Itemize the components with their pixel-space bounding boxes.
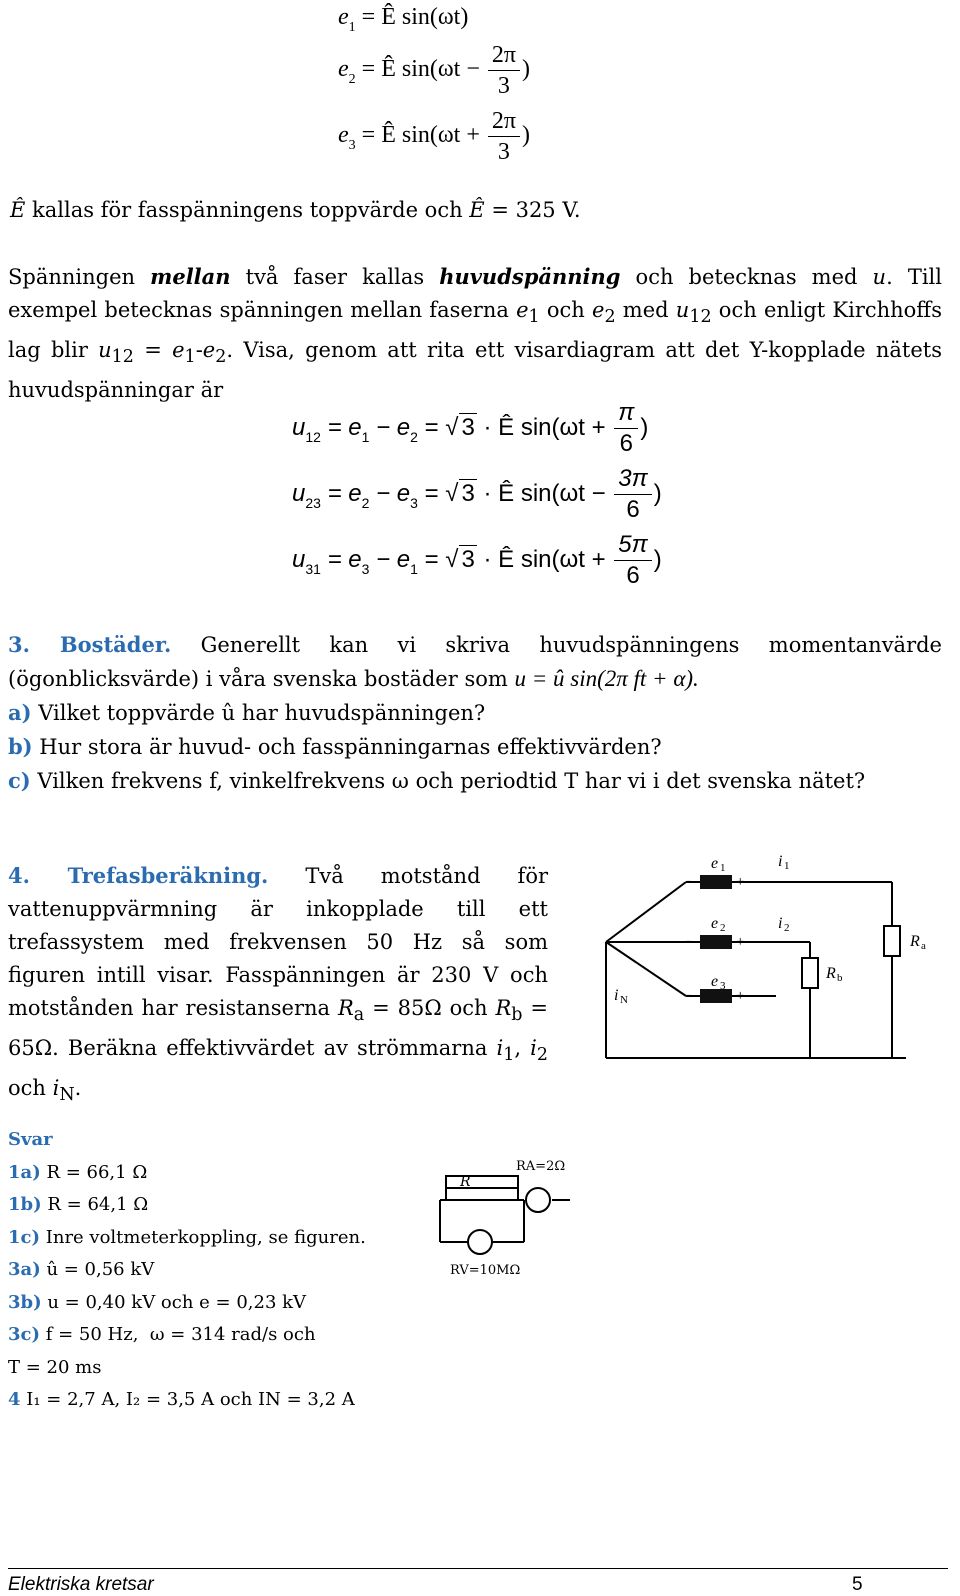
eq-symbol: e [338,56,349,83]
subquestion-text: Vilket toppvärde û har huvudspänningen? [31,701,486,725]
symbol: R [337,996,354,1020]
voltmeter-connection-figure [430,1152,590,1282]
subscript: a [353,1005,365,1026]
text: och betecknas med [620,265,873,289]
equation-u12: $u_{12} = e_1 - e_2$ = √ 3 · Ê sin(ωt + $\frac{\pi}{6}$ ) [292,399,649,457]
plus-sign: + [736,874,745,890]
label-e2: e [711,915,719,932]
label-i2: i [778,915,783,932]
question-title: 3. Bostäder. [8,632,172,657]
question-text: Två motstånd för vattenuppvärmning är inkopplade till ett trefassystem med frekvensen 50 Hz så som figuren intill visar. Fasspänningen är 230 V och motstånden har resistanserna [8,864,548,1020]
answer-text: f = 50 Hz, ω = 314 rad/s och [40,1324,316,1345]
answer-label: 1c) [8,1226,41,1248]
eq-symbol: u [292,479,306,507]
minus-sign: - [686,987,691,1003]
label-iN: i [614,987,619,1004]
eq-fraction [614,464,651,525]
answer-label: 3c) [8,1324,41,1345]
minus-sign: - [686,873,691,889]
eq-fraction [614,398,638,459]
answer-text: Inre voltmeterkoppling, se figuren. [40,1226,366,1248]
text: två faser kallas [230,265,440,289]
eq-sub: 23 [305,494,321,511]
voltage-source-e1 [700,875,732,889]
eq-close: ) [653,479,662,507]
eq-term: = [424,479,446,507]
symbol: e [172,338,185,363]
answer-label: 1a) [8,1161,41,1183]
answer-text: û = 0,56 kV [40,1259,155,1280]
footer-rule [8,1568,948,1569]
text: med [615,298,676,322]
answers-section [8,1124,458,1417]
equation-u23: $u_{23} = e_2 - e_3$ = √ 3 · Ê sin(ωt − $\frac{3\pi}{6}$ ) [292,465,662,523]
eq-sub: 2 [361,494,370,511]
question-text: = 85Ω och [364,996,496,1020]
eq-fraction [614,530,651,591]
text: Spänningen [8,265,151,289]
label-ra: RA=2Ω [516,1159,566,1174]
peak-symbol-2: Ê [469,198,485,222]
eq-symbol: u [292,413,306,441]
eq-sub: 2 [348,72,356,88]
formula: u = û sin(2π ft + α). [514,666,699,691]
footer-title: Elektriska kretsar [8,1574,154,1595]
eq-sub: 2 [410,428,418,445]
sub: N [620,994,628,1006]
text: . Visa, genom att rita ett visardiagram att det Y-kopplade nätets huvudspänningar är [8,338,942,403]
voltage-source-e3 [700,989,732,1003]
subquestion-label: a) [8,700,32,725]
subscript: 2 [215,347,227,368]
eq-sub: 31 [305,560,321,577]
frac-den: 6 [626,496,640,523]
eq-symbol: u [292,545,306,573]
symbol: u [98,338,112,363]
answer-label: 3b) [8,1291,42,1313]
eq-sub: 1 [361,428,370,445]
eq-term: · Ê sin(ωt + [483,545,606,573]
sub: 3 [720,980,726,992]
eq-close: ) [640,413,649,441]
answer-text: u = 0,40 kV och e = 0,23 kV [41,1291,307,1313]
eq-close: ) [653,545,662,573]
eq-term: = e [327,479,362,507]
eq-term: − e [376,413,411,441]
eq-fraction [488,106,520,167]
label-r: R [460,1174,471,1190]
question-text: = 65Ω. Beräkna effektivvärdet av strömmarna [8,996,548,1061]
answer-label: 1b) [8,1194,42,1215]
subscript: 2 [604,307,616,328]
equation-e2 [338,40,530,101]
eq-close: ) [521,56,530,83]
wire [606,882,686,942]
label-e1: e [711,855,719,872]
plus-sign: + [736,988,745,1004]
sub: 2 [784,922,790,934]
sub: 1 [720,862,726,874]
answer-text: R = 66,1 Ω [40,1161,148,1183]
subscript: 1 [528,307,540,328]
eq-term: = [424,413,446,441]
subquestion-label: c) [8,768,31,793]
eq-sub: 12 [305,428,321,445]
sub: 2 [720,922,726,934]
eq-term: = [424,545,446,573]
symbol: e [592,298,605,322]
answer-text: R = 64,1 Ω [41,1194,149,1215]
frac-num: 2π [488,40,520,71]
resistor-r [446,1176,518,1188]
text: = [133,338,173,363]
frac-den: 3 [497,73,510,99]
sub: b [837,972,843,984]
frac-den: 3 [497,139,510,165]
eq-sub: 1 [348,20,356,35]
eq-rhs: = Ê sin(ωt) [361,4,469,30]
symbol: u [675,298,690,322]
label-ra: R [910,933,920,950]
sub: 1 [784,860,790,872]
bold-term: mellan [150,264,231,289]
frac-den: 6 [619,430,633,457]
subscript: 1 [184,347,196,368]
eq-sub: 3 [410,494,418,511]
resistor-ra [884,926,900,956]
subquestion-text: Hur stora är huvud- och fasspänningarnas effektivvärden? [32,735,662,759]
equation-e3 [338,106,530,167]
subscript: b [511,1005,523,1026]
frac-den: 6 [626,562,640,589]
minus-sign: - [686,933,691,949]
plus-sign: + [736,934,745,950]
three-phase-circuit-diagram [596,846,952,1066]
equation-u31: $u_{31} = e_3 - e_1$ = √ 3 · Ê sin(ωt + $\frac{5\pi}{6}$ ) [292,531,662,589]
symbol: e [202,338,216,363]
question-3 [8,628,942,798]
equation-e1 [338,4,469,35]
eq-fraction [488,40,520,101]
peak-value: = 325 V. [484,198,581,222]
eq-term: = e [327,545,362,573]
question-title: 4. Trefasberäkning. [8,863,269,888]
page-number: 5 [852,1574,863,1595]
text: . Till exempel betecknas spänningen mellan faserna [8,265,942,322]
voltmeter-icon [468,1230,492,1254]
sqrt-arg: 3 [461,545,475,573]
ammeter-icon [526,1188,550,1212]
subquestion-text: Vilken frekvens f, vinkelfrekvens ω och periodtid T har vi i det svenska nätet? [30,769,866,793]
peak-symbol: Ê [10,198,26,222]
eq-symbol: e [338,122,349,149]
subscript: N [59,1085,75,1106]
text: och [539,298,593,322]
eq-sub: 1 [410,560,418,577]
answer-text: T = 20 ms [8,1356,102,1378]
eq-term: = e [327,413,362,441]
question-text: . [74,1076,82,1101]
peak-value-line [10,194,950,227]
eq-rhs: = Ê sin(ωt + [361,122,480,149]
frac-num: 3π [614,464,651,495]
eq-symbol: e [338,4,349,30]
bold-term: huvudspänning [439,264,621,289]
frac-num: 5π [614,530,651,561]
eq-sub: 3 [361,560,370,577]
subscript: 1 [503,1045,515,1066]
label-rb: R [826,965,836,982]
symbol: i [496,1036,504,1061]
subscript: 12 [689,307,712,328]
label-i1: i [778,853,783,870]
symbol: u [872,265,887,289]
subquestion-label: b) [8,734,33,759]
resistor-rb [802,958,818,988]
sub: a [921,940,926,952]
question-text: och [8,1076,53,1101]
label-e3: e [711,973,719,990]
eq-close: ) [521,122,530,149]
sqrt-arg: 3 [461,479,475,507]
frac-num: π [614,398,638,429]
answer-text: I₁ = 2,7 A, I₂ = 3,5 A och IN = 3,2 A [20,1389,355,1410]
eq-rhs: = Ê sin(ωt − [361,56,480,83]
peak-text: kallas för fasspänningens toppvärde och [25,198,470,222]
text: och enligt Kirchhoffs lag blir [8,298,943,363]
symbol: e [516,298,529,322]
sqrt-arg: 3 [461,413,475,441]
subscript: 12 [111,347,134,368]
subscript: 2 [536,1045,548,1066]
eq-term: · Ê sin(ωt + [483,413,606,441]
answer-label: 4 [8,1389,21,1410]
eq-sub: 3 [348,138,356,154]
answers-title: Svar [8,1129,53,1150]
answer-label: 3a) [8,1259,41,1280]
question-4 [8,859,548,1113]
symbol: i [530,1036,537,1061]
question-text: , [514,1036,531,1061]
eq-term: − e [376,479,411,507]
eq-term: − e [376,545,411,573]
text: - [195,338,203,363]
paragraph-line-voltage [8,260,942,407]
symbol: R [495,996,512,1020]
voltage-source-e2 [700,935,732,949]
label-rv: RV=10MΩ [450,1263,521,1278]
question-text: Generellt kan vi skriva huvudspänningens momentanvärde (ögonblicksvärde) i våra svenska bostäder som [8,633,942,691]
eq-term: · Ê sin(ωt − [483,479,606,507]
symbol: i [52,1076,60,1101]
frac-num: 2π [488,106,520,137]
